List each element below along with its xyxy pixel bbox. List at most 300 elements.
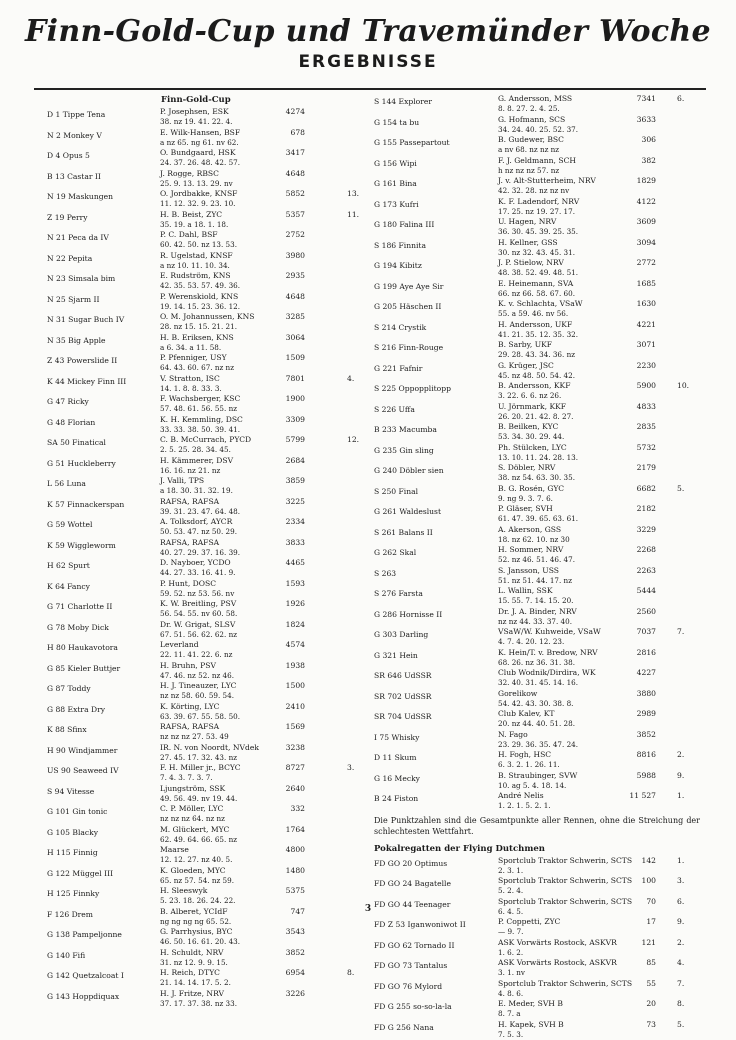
boat-entry: G 286 Hornisse II [374, 610, 442, 619]
result-row [374, 750, 704, 771]
boat-entry: G 47 Ricky [47, 397, 89, 406]
boat-entry: US 90 Seaweed IV [47, 766, 119, 775]
race-placings: 16. 16. nz 21. nz [160, 466, 220, 476]
race-placings: 33. 33. 38. 50. 39. 41. [160, 425, 240, 435]
race-placings: a nv 68. nz nz nz [498, 145, 559, 155]
boat-entry: H 125 Finnky [47, 889, 99, 898]
sailor-name: K. Hein/T. v. Bredow, NRV [498, 648, 598, 658]
result-row [374, 709, 704, 730]
sailor-name: Dr. J. A. Binder, NRV [498, 607, 577, 617]
result-row [374, 979, 704, 1000]
sailor-name: ASK Vorwärts Rostock, ASKVR [498, 938, 617, 948]
race-placings: 24. 37. 26. 48. 42. 57. [160, 158, 240, 168]
total-points: 1926 [265, 599, 305, 609]
total-points: 7037 [616, 627, 656, 637]
race-placings: 45. nz 48. 50. 54. 42. [498, 371, 575, 381]
result-row [374, 607, 704, 628]
race-placings: 30. nz 32. 43. 45. 31. [498, 248, 575, 258]
boat-entry: S 250 Final [374, 487, 418, 496]
boat-entry: H 62 Spurt [47, 561, 90, 570]
sailor-name: F. J. Geldmann, SCH [498, 156, 576, 166]
result-row [374, 258, 704, 279]
result-row [47, 784, 365, 805]
boat-entry: N 23 Simsala bim [47, 274, 115, 283]
sailor-name: H. Kapek, SVH B [498, 1020, 564, 1030]
sailor-name: B. Alberet, YCIdF [160, 907, 228, 917]
race-placings: 6. 3. 2. 1. 26. 11. [498, 760, 560, 770]
sailor-name: E. Heinemann, SVA [498, 279, 573, 289]
race-placings: 12. 12. 27. nz 40. 5. [160, 855, 232, 865]
race-placings: a nz 10. 11. 10. 34. [160, 261, 230, 271]
race-placings: 68. 26. nz 36. 31. 38. [498, 658, 575, 668]
boat-entry: G 88 Extra Dry [47, 705, 105, 714]
boat-entry: K 88 Sfinx [47, 725, 87, 734]
boat-entry: FD GO 44 Teenager [374, 900, 450, 909]
race-placings: 17. 25. nz 19. 27. 17. [498, 207, 575, 217]
result-row [374, 238, 704, 259]
result-row [47, 210, 365, 231]
sailor-name: Ljungström, SSK [160, 784, 225, 794]
result-row [374, 525, 704, 546]
race-placings: 25. 9. 13. 13. 29. nv [160, 179, 233, 189]
race-placings: 64. 43. 60. 67. nz nz [160, 363, 234, 373]
race-placings: 59. 52. nz 53. 56. nv [160, 589, 234, 599]
total-points: 2182 [616, 504, 656, 514]
result-row [47, 989, 365, 1010]
sailor-name: D. Nayboer, YCDO [160, 558, 231, 568]
final-rank: 7. [677, 979, 684, 989]
sailor-name: H. Bruhn, PSV [160, 661, 216, 671]
sailor-name: J. Rogge, RBSC [160, 169, 219, 179]
sailor-name: P. Pfenniger, USY [160, 353, 227, 363]
total-points: 11 527 [616, 791, 656, 801]
result-row [47, 558, 365, 579]
sailor-name: J. v. Alt-Stutterheim, NRV [498, 176, 596, 186]
sailor-name: Sportclub Traktor Schwerin, SCTS [498, 856, 632, 866]
boat-entry: S 261 Balans II [374, 528, 433, 537]
boat-entry: D 4 Opus 5 [47, 151, 90, 160]
sailor-name: K. F. Ladendorf, NRV [498, 197, 579, 207]
total-points: 20 [616, 999, 656, 1009]
boat-entry: G 85 Kieler Buttjer [47, 664, 120, 673]
total-points: 2179 [616, 463, 656, 473]
boat-entry: G 303 Darling [374, 630, 428, 639]
final-rank: 6. [677, 897, 684, 907]
boat-entry: FD Z 53 Iganwoniwot II [374, 920, 466, 929]
total-points: 1480 [265, 866, 305, 876]
boat-entry: H 80 Haukavotora [47, 643, 118, 652]
final-rank: 4. [347, 374, 354, 384]
sailor-name: P. C. Dahl, BSF [160, 230, 218, 240]
sailor-name: P. Werenskiold, KNS [160, 292, 238, 302]
sailor-name: P. Gläser, SVH [498, 504, 553, 514]
race-placings: 22. 11. 41. 22. 6. nz [160, 650, 232, 660]
total-points: 678 [265, 128, 305, 138]
boat-entry: G 261 Waldeslust [374, 507, 441, 516]
race-placings: 63. 39. 67. 55. 58. 50. [160, 712, 240, 722]
total-points: 3852 [265, 948, 305, 958]
final-rank: 5. [677, 484, 684, 494]
result-row [374, 463, 704, 484]
race-placings: 9. ng 9. 3. 7. 6. [498, 494, 553, 504]
sailor-name: IR. N. von Noordt, NVdek [160, 743, 259, 753]
sailor-name: O. M. Johannussen, KNS [160, 312, 254, 322]
sailor-name: H. Kellner, GSS [498, 238, 558, 248]
total-points: 2560 [616, 607, 656, 617]
sailor-name: N. Fago [498, 730, 528, 740]
boat-entry: B 13 Castar II [47, 172, 101, 181]
sailor-name: V. Stratton, ISC [160, 374, 220, 384]
sailor-name: J. Valli, TPS [160, 476, 204, 486]
total-points: 2263 [616, 566, 656, 576]
total-points: 1630 [616, 299, 656, 309]
sailor-name: U. Jörnmark, KKF [498, 402, 566, 412]
final-rank: 11. [347, 210, 359, 220]
sailor-name: André Nelis [498, 791, 544, 801]
boat-entry: D 11 Skum [374, 753, 416, 762]
boat-entry: B 24 Fiston [374, 794, 418, 803]
race-placings: 19. 14. 15. 23. 36. 12. [160, 302, 240, 312]
race-placings: a 18. 30. 31. 32. 19. [160, 486, 233, 496]
boat-entry: H 90 Windjammer [47, 746, 117, 755]
sailor-name: RAFSA, RAFSA [160, 497, 219, 507]
result-row [47, 271, 365, 292]
sailor-name: Sportclub Traktor Schwerin, SCTS [498, 876, 632, 886]
result-row [374, 299, 704, 320]
boat-entry: G 78 Moby Dick [47, 623, 109, 632]
boat-entry: G 240 Döbler sien [374, 466, 444, 475]
sailor-name: C. B. McCurrach, PYCD [160, 435, 251, 445]
result-row [374, 791, 704, 812]
boat-entry: S 94 Vitesse [47, 787, 94, 796]
sailor-name: C. P. Möller, LYC [160, 804, 223, 814]
result-row [374, 545, 704, 566]
boat-entry: FD GO 24 Bagatelle [374, 879, 451, 888]
total-points: 8727 [265, 763, 305, 773]
boat-entry: G 199 Aye Aye Sir [374, 282, 443, 291]
race-placings: 3. 22. 6. 6. nz 26. [498, 391, 561, 401]
final-rank: 13. [347, 189, 359, 199]
race-placings: 2. 3. 1. [498, 866, 523, 876]
sailor-name: Maarse [160, 845, 189, 855]
race-placings: 31. nz 12. 9. 9. 15. [160, 958, 228, 968]
sailor-name: B. G. Rosén, GYC [498, 484, 564, 494]
total-points: 4122 [616, 197, 656, 207]
result-row [374, 115, 704, 136]
total-points: 3309 [265, 415, 305, 425]
result-row [47, 251, 365, 272]
sailor-name: F. H. Miller jr., BCYC [160, 763, 241, 773]
race-placings: 65. nz 57. 54. nz 59. [160, 876, 234, 886]
result-row [47, 517, 365, 538]
boat-entry: G 105 Blacky [47, 828, 98, 837]
total-points: 3071 [616, 340, 656, 350]
race-placings: 11. 12. 32. 9. 23. 10. [160, 199, 235, 209]
sailor-name: B. Andersson, KKF [498, 381, 570, 391]
result-row [47, 968, 365, 989]
race-placings: nz nz 58. 60. 59. 54. [160, 691, 234, 701]
race-placings: 1. 2. 1. 5. 2. 1. [498, 801, 551, 811]
boat-entry: G 87 Toddy [47, 684, 91, 693]
boat-entry: S 144 Explorer [374, 97, 432, 106]
fd-results-list [374, 856, 704, 1040]
race-placings: 8. 7. a [498, 1009, 521, 1019]
result-row [374, 648, 704, 669]
final-rank: 10. [677, 381, 689, 391]
boat-entry: G 221 Fafnir [374, 364, 422, 373]
total-points: 3094 [616, 238, 656, 248]
total-points: 1900 [265, 394, 305, 404]
sailor-name: H. Fogh, HSC [498, 750, 551, 760]
result-row [47, 538, 365, 559]
result-row [374, 938, 704, 959]
boat-entry: F 126 Drem [47, 910, 93, 919]
total-points: 4833 [616, 402, 656, 412]
result-row [47, 681, 365, 702]
sailor-name: Sportclub Traktor Schwerin, SCTS [498, 897, 632, 907]
result-row [47, 497, 365, 518]
result-row [374, 668, 704, 689]
boat-entry: G 59 Wottel [47, 520, 92, 529]
result-row [47, 743, 365, 764]
race-placings: 46. 50. 16. 61. 20. 43. [160, 937, 240, 947]
sailor-name: ASK Vorwärts Rostock, ASKVR [498, 958, 617, 968]
race-placings: 51. nz 51. 44. 17. nz [498, 576, 572, 586]
race-placings: 34. 24. 40. 25. 52. 37. [498, 125, 578, 135]
sailor-name: H. Schuldt, NRV [160, 948, 223, 958]
race-placings: 27. 45. 17. 32. 43. nz [160, 753, 237, 763]
boat-entry: G 16 Mecky [374, 774, 420, 783]
result-row [374, 156, 704, 177]
total-points: 3238 [265, 743, 305, 753]
points-footnote: Die Punktzahlen sind die Gesamtpunkte aller Rennen, ohne die Streichung der schlechtesten Wettfahrt. [374, 815, 700, 837]
result-row [47, 148, 365, 169]
result-row [47, 374, 365, 395]
sailor-name: K. v. Schlachta, VSaW [498, 299, 583, 309]
header-rule [34, 88, 706, 90]
sailor-name: L. Wallin, SSK [498, 586, 553, 596]
sailor-name: H. Sleeswyk [160, 886, 207, 896]
total-points: 55 [616, 979, 656, 989]
result-row [374, 689, 704, 710]
total-points: 1938 [265, 661, 305, 671]
boat-entry: N 21 Peca da IV [47, 233, 109, 242]
total-points: 4574 [265, 640, 305, 650]
sailor-name: H. B. Eriksen, KNS [160, 333, 234, 343]
race-placings: 32. 40. 31. 45. 14. 16. [498, 678, 578, 688]
result-row [374, 94, 704, 115]
result-row [374, 586, 704, 607]
final-rank: 7. [677, 627, 684, 637]
total-points: 2334 [265, 517, 305, 527]
total-points: 332 [265, 804, 305, 814]
result-row [374, 279, 704, 300]
result-row [374, 484, 704, 505]
boat-entry: S 226 Uffa [374, 405, 415, 414]
race-placings: 42. 32. 28. nz nz nv [498, 186, 569, 196]
right-results-list [374, 94, 704, 812]
sailor-name: P. Coppetti, ZYC [498, 917, 560, 927]
race-placings: 26. 20. 21. 42. 8. 27. [498, 412, 573, 422]
sailor-name: Club Kalev, KT [498, 709, 554, 719]
result-row [47, 312, 365, 333]
sailor-name: H. Andersson, UKF [498, 320, 572, 330]
boat-entry: G 142 Quetzalcoat I [47, 971, 124, 980]
sailor-name: H. Sommer, NRV [498, 545, 563, 555]
total-points: 2772 [616, 258, 656, 268]
race-placings: 44. 27. 33. 16. 41. 9. [160, 568, 235, 578]
boat-entry: SR 646 UdSSR [374, 671, 432, 680]
result-row [47, 415, 365, 436]
result-row [47, 456, 365, 477]
result-row [374, 443, 704, 464]
result-row [47, 579, 365, 600]
sailor-name: A. Akerson, GSS [498, 525, 561, 535]
result-row [47, 435, 365, 456]
boat-entry: G 51 Huckleberry [47, 459, 116, 468]
total-points: 4465 [265, 558, 305, 568]
total-points: 5357 [265, 210, 305, 220]
total-points: 2989 [616, 709, 656, 719]
total-points: 4648 [265, 292, 305, 302]
page-number: 3 [0, 904, 736, 914]
sailor-name: B. Sarby, UKF [498, 340, 552, 350]
total-points: 2230 [616, 361, 656, 371]
sailor-name: H. Reich, DTYC [160, 968, 220, 978]
race-placings: 41. 21. 35. 12. 35. 32. [498, 330, 578, 340]
sailor-name: RAFSA, RAFSA [160, 722, 219, 732]
result-row [47, 333, 365, 354]
total-points: 142 [616, 856, 656, 866]
sailor-name: H. J. Tineauzer, LYC [160, 681, 236, 691]
total-points: 7801 [265, 374, 305, 384]
total-points: 3609 [616, 217, 656, 227]
boat-entry: SR 702 UdSSR [374, 692, 432, 701]
sailor-name: Ph. Stülcken, LYC [498, 443, 567, 453]
result-row [47, 927, 365, 948]
total-points: 3980 [265, 251, 305, 261]
boat-entry: N 35 Big Apple [47, 336, 106, 345]
boat-entry: SR 704 UdSSR [374, 712, 432, 721]
boat-entry: S 263 [374, 569, 396, 578]
boat-entry: FD GO 62 Tornado II [374, 941, 455, 950]
total-points: 2935 [265, 271, 305, 281]
sailor-name: H. J. Fritze, NRV [160, 989, 224, 999]
sailor-name: S. Döbler, NRV [498, 463, 555, 473]
race-placings: 14. 1. 8. 8. 33. 3. [160, 384, 222, 394]
boat-entry: S 276 Farsta [374, 589, 423, 598]
sailor-name: E. Meder, SVH B [498, 999, 563, 1009]
boat-entry: D 1 Tippe Tena [47, 110, 105, 119]
total-points: 5732 [616, 443, 656, 453]
race-placings: 1. 6. 2. [498, 948, 523, 958]
boat-entry: G 235 Gin sling [374, 446, 434, 455]
left-column [47, 94, 365, 1009]
race-placings: 48. 38. 52. 49. 48. 51. [498, 268, 578, 278]
race-placings: 15. 55. 7. 14. 15. 20. [498, 596, 573, 606]
boat-entry: FD GO 73 Tantalus [374, 961, 447, 970]
boat-entry: K 59 Wiggleworm [47, 541, 116, 550]
sailor-name: VSaW/W. Kuhweide, VSaW [498, 627, 601, 637]
total-points: 747 [265, 907, 305, 917]
boat-entry: Z 43 Powerslide II [47, 356, 117, 365]
total-points: 1829 [616, 176, 656, 186]
result-row [374, 856, 704, 877]
race-placings: 57. 48. 61. 56. 55. nz [160, 404, 237, 414]
total-points: 4800 [265, 845, 305, 855]
result-row [374, 771, 704, 792]
total-points: 4274 [265, 107, 305, 117]
result-row [374, 504, 704, 525]
section-heading-flying-dutchmen: Pokalregatten der Flying Dutchmen [374, 843, 704, 856]
result-row [47, 845, 365, 866]
race-placings: a 6. 34. a 11. 58. [160, 343, 221, 353]
total-points: 2835 [616, 422, 656, 432]
total-points: 1824 [265, 620, 305, 630]
sailor-name: H. Kämmerer, DSV [160, 456, 233, 466]
sailor-name: Club Wodnik/Dirdira, WK [498, 668, 596, 678]
boat-entry: SA 50 Finatical [47, 438, 106, 447]
race-placings: nz nz nz 27. 53. 49 [160, 732, 229, 742]
race-placings: ng ng ng ng 65. 52. [160, 917, 231, 927]
sailor-name: A. Tolksdorf, AYCR [160, 517, 232, 527]
sailor-name: R. Ugelstad, KNSF [160, 251, 233, 261]
boat-entry: G 154 ta bu [374, 118, 419, 127]
boat-entry: G 321 Hein [374, 651, 418, 660]
result-row [374, 320, 704, 341]
total-points: 100 [616, 876, 656, 886]
final-rank: 3. [347, 763, 354, 773]
race-placings: 38. nz 54. 63. 30. 35. [498, 473, 575, 483]
result-row [374, 422, 704, 443]
race-placings: 4. 7. 4. 20. 12. 23. [498, 637, 564, 647]
final-rank: 6. [677, 94, 684, 104]
sailor-name: P. Hunt, DOSC [160, 579, 216, 589]
left-results-list [47, 107, 365, 1009]
result-row [374, 876, 704, 897]
result-row [47, 763, 365, 784]
race-placings: 13. 10. 11. 24. 28. 13. [498, 453, 578, 463]
race-placings: 21. 14. 14. 17. 5. 2. [160, 978, 231, 988]
total-points: 3633 [616, 115, 656, 125]
boat-entry: G 122 Müggel III [47, 869, 113, 878]
sailor-name: K. Gloeden, MYC [160, 866, 226, 876]
race-placings: 36. 30. 45. 39. 25. 35. [498, 227, 578, 237]
total-points: 3225 [265, 497, 305, 507]
sailor-name: K. W. Breitling, PSV [160, 599, 236, 609]
boat-entry: Z 19 Perry [47, 213, 88, 222]
total-points: 5852 [265, 189, 305, 199]
total-points: 5444 [616, 586, 656, 596]
race-placings: nz nz 44. 33. 37. 40. [498, 617, 572, 627]
total-points: 1500 [265, 681, 305, 691]
total-points: 121 [616, 938, 656, 948]
result-row [374, 566, 704, 587]
result-row [47, 804, 365, 825]
total-points: 2752 [265, 230, 305, 240]
boat-entry: N 31 Sugar Buch IV [47, 315, 124, 324]
boat-entry: S 214 Crystik [374, 323, 426, 332]
sailor-name: G. Krüger, JSC [498, 361, 554, 371]
boat-entry: G 140 Fifi [47, 951, 85, 960]
race-placings: 42. 35. 53. 57. 49. 36. [160, 281, 240, 291]
result-row [47, 620, 365, 641]
final-rank: 9. [677, 771, 684, 781]
race-placings: nz nz nz 64. nz nz [160, 814, 225, 824]
race-placings: 62. 49. 64. 66. 65. nz [160, 835, 237, 845]
final-rank: 8. [677, 999, 684, 1009]
boat-entry: S 216 Finn-Rouge [374, 343, 443, 352]
